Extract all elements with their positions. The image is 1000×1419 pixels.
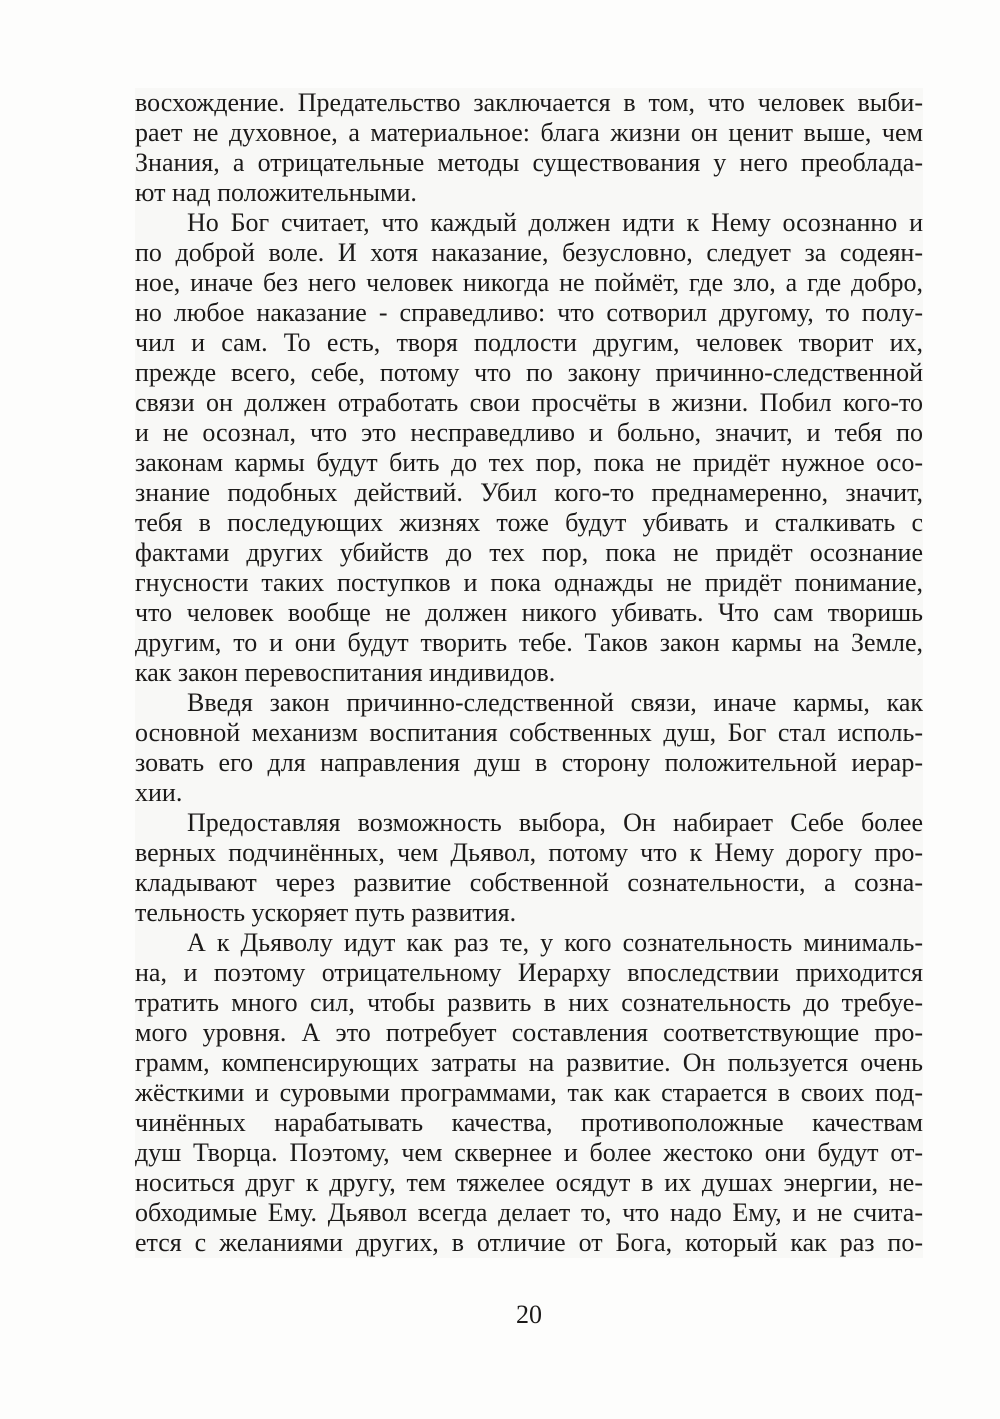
text-line: связи он должен отработать свои просчёты в жизни. Побил кого-то [135,388,923,417]
text-line: зовать его для направления душ в сторону положительной иерар- [135,748,923,777]
paragraph [135,208,923,688]
text-line: фактами других убийств до тех пор, пока не придёт осознание [135,538,923,567]
text-line: тельность ускоряет путь развития. [135,898,923,928]
text-line: грамм, компенсирующих затраты на развитие. Он пользуется очень [135,1048,923,1077]
text-line: Предоставляя возможность выбора, Он набирает Себе более [135,808,923,838]
text-line: обходимые Ему. Дьявол всегда делает то, что надо Ему, и не счита- [135,1198,923,1227]
text-line: душ Творца. Поэтому, чем сквернее и более жестоко они будут от- [135,1138,923,1167]
text-line: ется с желаниями других, в отличие от Бога, который как раз по- [135,1228,923,1257]
text-line: но любое наказание - справедливо: что сотворил другому, то полу- [135,298,923,327]
text-line: тебя в последующих жизнях тоже будут убивать и сталкивать с [135,508,923,537]
text-line: верных подчинённых, чем Дьявол, потому что к Нему дорогу про- [135,838,923,867]
text-line: и не осознал, что это несправедливо и больно, значит, и тебя по [135,418,923,447]
text-line: ют над положительными. [135,178,923,208]
text-line: хии. [135,778,923,808]
text-line: гнусности таких поступков и пока однажды не придёт понимание, [135,568,923,597]
text-line: А к Дьяволу идут как раз те, у кого сознательность минималь- [135,928,923,958]
paragraph [135,88,923,208]
text-line: Введя закон причинно-следственной связи, иначе кармы, как [135,688,923,718]
text-line: носиться друг к другу, тем тяжелее осядут в их душах энергии, не- [135,1168,923,1197]
text-line: на, и поэтому отрицательному Иерарху впоследствии приходится [135,958,923,987]
text-line: тратить много сил, чтобы развить в них сознательность до требуе- [135,988,923,1017]
paragraph [135,808,923,928]
text-line: как закон перевоспитания индивидов. [135,658,923,688]
text-line: прежде всего, себе, потому что по закону причинно-следственной [135,358,923,387]
text-line: по доброй воле. И хотя наказание, безусловно, следует за содеян- [135,238,923,267]
text-line: мого уровня. А это потребует составления соответствующие про- [135,1018,923,1047]
page-text [135,88,923,1258]
text-line: рает не духовное, а материальное: блага жизни он ценит выше, чем [135,118,923,147]
text-line: Знания, а отрицательные методы существования у него преоблада- [135,148,923,177]
text-line: восхождение. Предательство заключается в том, что человек выби- [135,88,923,117]
text-line: знание подобных действий. Убил кого-то преднамеренно, значит, [135,478,923,507]
text-line: что человек вообще не должен никого убивать. Что сам творишь [135,598,923,627]
text-line: основной механизм воспитания собственных душ, Бог стал исполь- [135,718,923,747]
paragraph [135,688,923,808]
text-line: Но Бог считает, что каждый должен идти к Нему осознанно и [135,208,923,238]
text-line: кладывают через развитие собственной сознательности, а созна- [135,868,923,897]
text-line: ное, иначе без него человек никогда не поймёт, где зло, а где добро, [135,268,923,297]
page-number: 20 [516,1300,542,1329]
text-line: чинённых нарабатывать качества, противоположные качествам [135,1108,923,1137]
text-line: другим, то и они будут творить тебе. Таков закон кармы на Земле, [135,628,923,657]
text-line: законам кармы будут бить до тех пор, пока не придёт нужное осо- [135,448,923,477]
paragraph [135,928,923,1258]
text-line: чил и сам. То есть, творя подлости другим, человек творит их, [135,328,923,357]
text-line: жёсткими и суровыми программами, так как старается в своих под- [135,1078,923,1107]
